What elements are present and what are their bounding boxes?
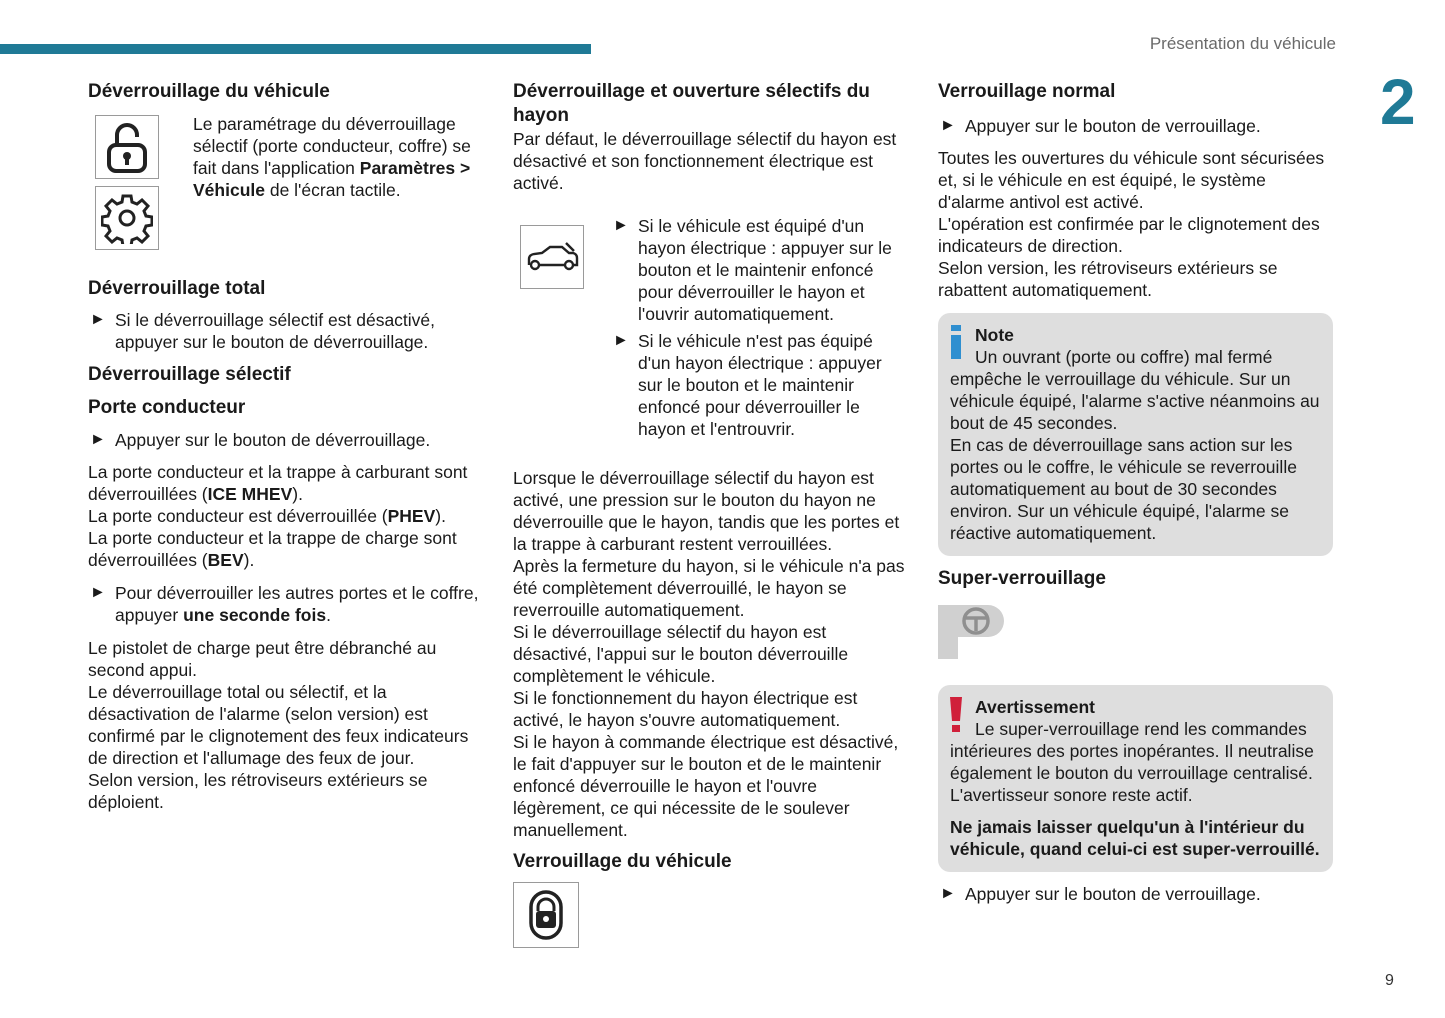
bullet-arrow-icon: ► xyxy=(940,117,956,134)
normal-lock-text: Toutes les ouvertures du véhicule sont sécurisées et, si le véhicule en est équipé, le système d'alarme antivol est activé. L'opération est confirmée par le clignotement des indicateurs de direction. Selon version, les rétroviseurs extérieurs se rabattent automatiquement. xyxy=(938,148,1325,300)
lock-icon xyxy=(528,889,564,941)
section-title: Présentation du véhicule xyxy=(1149,34,1336,53)
car-tailgate-icon xyxy=(525,239,579,275)
bullet-arrow-icon: ► xyxy=(940,885,956,902)
warning-title: Avertissement xyxy=(975,697,1095,717)
note-title: Note xyxy=(975,325,1014,345)
heading-driver-door: Porte conducteur xyxy=(88,397,246,418)
note-box xyxy=(938,313,1333,556)
phev-text: La porte conducteur est déverrouillée (PHEV). xyxy=(88,506,446,526)
bullet-arrow-icon: ► xyxy=(613,332,629,349)
note-text: Un ouvrant (porte ou coffre) mal fermé empêche le verrouillage du véhicule. Sur un véhicule équipé, l'alarme s'active néanmoins au bout de 45 secondes. En cas de déverrouillage sans action sur les portes ou le coffre, le véhicule se reverrouille automatiquement au bout de 30 secondes environ. Sur un véhicule équipé, l'alarme se réactive automatiquement. xyxy=(950,347,1320,543)
unlocking-closing-text: Le pistolet de charge peut être débranché au second appui. Le déverrouillage total ou sélectif, et la désactivation de l'alarme (selon version) est confirmé par le clignotement des feux indicateurs de direction et l'allumage des feux de jour. Selon version, les rétroviseurs extérieurs se déploient. xyxy=(88,638,469,812)
ice-mhev-text: La porte conducteur et la trappe à carburant sont déverrouillées (ICE MHEV). xyxy=(88,462,468,504)
heading-vehicle-unlocking: Déverrouillage du véhicule xyxy=(88,81,330,102)
warning-bold-text: Ne jamais laisser quelqu'un à l'intérieur du véhicule, quand celui-ci est super-verrouillé. xyxy=(950,817,1320,859)
bullet-arrow-icon: ► xyxy=(90,584,106,601)
super-lock-bullet: ► Appuyer sur le bouton de verrouillage. xyxy=(940,884,1261,904)
electric-tailgate-bullet: ► Si le véhicule est équipé d'un hayon électrique : appuyer sur le bouton et le maintenir enfoncé pour déverrouiller le hayon et l'ouvrir automatiquement. xyxy=(613,216,892,324)
total-unlock-bullet: ► Si le déverrouillage sélectif est désactivé, appuyer sur le bouton de déverrouillage. xyxy=(90,310,436,352)
bev-text: La porte conducteur et la trappe de charge sont déverrouillées (BEV). xyxy=(88,528,457,570)
heading-super-locking: Super-verrouillage xyxy=(938,568,1106,589)
heading-normal-locking: Verrouillage normal xyxy=(938,81,1116,102)
header-accent-bar xyxy=(0,44,591,54)
settings-gear-icon xyxy=(101,192,153,244)
lock-icon-box xyxy=(513,882,579,948)
info-icon xyxy=(947,325,965,366)
heading-total-unlocking: Déverrouillage total xyxy=(88,278,266,299)
unlock-icon-box xyxy=(95,115,159,179)
unlock-settings-text: Le paramétrage du déverrouillage sélectif (porte conducteur, coffre) se fait dans l'application Paramètres > Véhicule de l'écran tactile. xyxy=(193,114,471,200)
unlock-icon xyxy=(103,119,151,175)
column-1 xyxy=(88,80,488,813)
warning-icon xyxy=(947,697,965,738)
heading-vehicle-locking: Verrouillage du véhicule xyxy=(513,851,732,872)
heading-selective-tailgate: Déverrouillage et ouverture sélectifs du hayon xyxy=(513,81,870,126)
tailgate-body-text: Lorsque le déverrouillage sélectif du hayon est activé, une pression sur le bouton du hayon ne déverrouille que le hayon, tandis que les portes et la trappe à carburant restent verrouillées. Après la fermeture du hayon, si le véhicule n'a pas été complètement déverrouillé, le hayon se reverrouille automatiquement. Si le déverrouillage sélectif du hayon est désactivé, l'appui sur le bouton déverrouille complètement le véhicule. Si le fonctionnement du hayon électrique est activé, le hayon s'ouvre automatiquement. Si le hayon à commande électrique est désactivé, le fait d'appuyer sur le bouton et de le maintenir enfoncé déverrouille le hayon et l'ouvre légèrement, ce qui nécessite de le soulever manuellement. xyxy=(513,468,905,840)
column-3 xyxy=(938,80,1333,905)
other-doors-bullet: ► Pour déverrouiller les autres portes et le coffre, appuyer une seconde fois. xyxy=(90,583,479,625)
driver-door-bullet: ► Appuyer sur le bouton de déverrouillage. xyxy=(90,430,431,450)
normal-lock-bullet: ► Appuyer sur le bouton de verrouillage. xyxy=(940,116,1261,136)
column-2 xyxy=(513,80,908,948)
manual-tailgate-bullet: ► Si le véhicule n'est pas équipé d'un hayon électrique : appuyer sur le bouton et le maintenir enfoncé pour déverrouiller le hayon et l'entrouvrir. xyxy=(613,331,882,439)
steering-wheel-icon xyxy=(938,605,1008,659)
warning-box xyxy=(938,685,1333,872)
bullet-arrow-icon: ► xyxy=(90,311,106,328)
heading-selective-unlocking: Déverrouillage sélectif xyxy=(88,364,291,385)
bullet-arrow-icon: ► xyxy=(613,217,629,234)
warning-text: Le super-verrouillage rend les commandes intérieures des portes inopérantes. Il neutralise également le bouton du verrouillage centralisé. L'avertisseur sonore reste actif. xyxy=(950,719,1314,805)
tailgate-default-text: Par défaut, le déverrouillage sélectif du hayon est désactivé et son fonctionnement électrique est activé. xyxy=(513,129,897,193)
tailgate-icon-box xyxy=(520,225,584,289)
driver-door-details xyxy=(88,461,488,571)
chapter-number: 2 xyxy=(1380,66,1416,138)
page-number: 9 xyxy=(1385,972,1394,989)
bullet-arrow-icon: ► xyxy=(90,431,106,448)
settings-icon-box xyxy=(95,186,159,250)
